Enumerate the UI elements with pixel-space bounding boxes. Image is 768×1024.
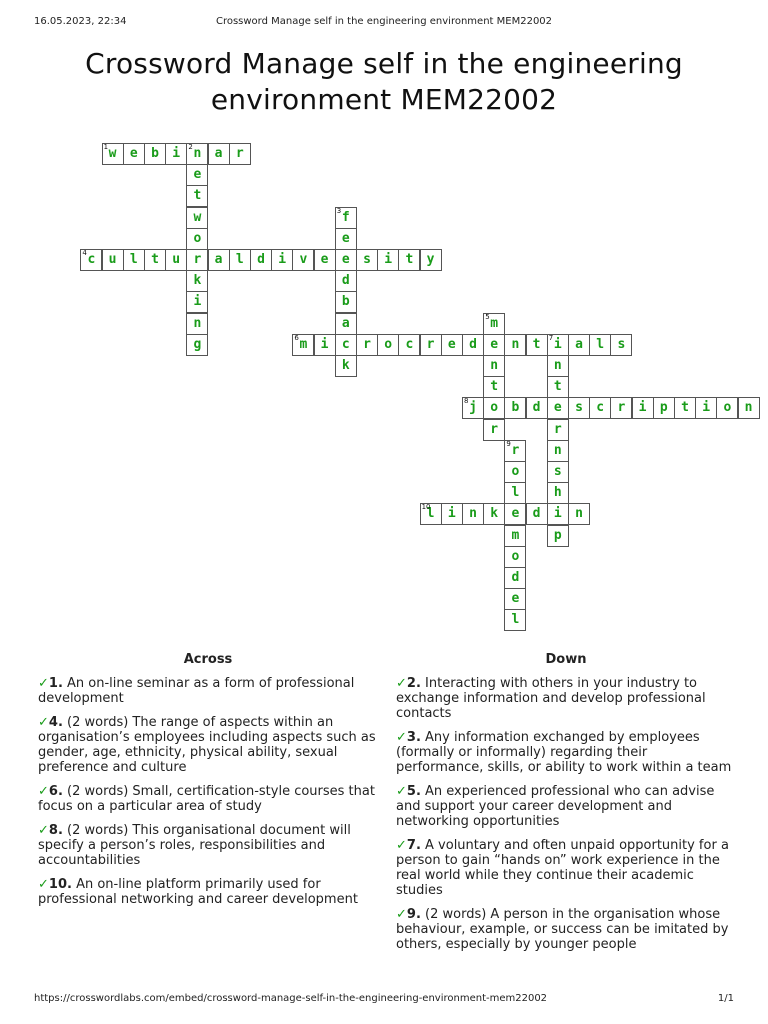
cell-letter: r: [426, 336, 435, 352]
grid-cell[interactable]: [186, 334, 208, 356]
cell-letter: d: [341, 273, 350, 289]
checkmark-icon: ✓: [38, 823, 49, 838]
print-url: https://crosswordlabs.com/embed/crossword-manage-self-in-the-engineering-environment-mem22002: [34, 993, 548, 1004]
grid-cell[interactable]: [186, 164, 208, 186]
cell-letter: r: [363, 336, 371, 352]
cell-letter: a: [214, 252, 223, 267]
across-heading: Across: [183, 652, 233, 667]
grid-cell[interactable]: [547, 376, 569, 398]
cell-letter: i: [702, 400, 711, 416]
clue-number: 9.: [406, 907, 421, 922]
cell-letter: t: [532, 336, 541, 352]
cell-letter: l: [511, 485, 520, 501]
grid-cell[interactable]: [547, 334, 569, 356]
grid-cell[interactable]: [483, 397, 505, 419]
grid-cell[interactable]: [632, 397, 654, 419]
cell-letter: r: [235, 146, 244, 161]
clue-number: 6: [294, 333, 299, 342]
grid-cell[interactable]: [229, 143, 251, 165]
clue-text: Interacting with others in your industry to exchange information and develop professional contacts: [396, 676, 706, 721]
grid-cell[interactable]: [335, 249, 357, 271]
cell-letter: u: [172, 252, 181, 267]
grid-cell[interactable]: [356, 334, 378, 356]
cell-letter: s: [553, 464, 562, 479]
clue-number: 5.: [406, 784, 421, 799]
checkmark-icon: ✓: [396, 838, 407, 853]
clue-text: An on-line platform primarily used for professional networking and career development: [38, 877, 358, 907]
grid-cell[interactable]: [314, 249, 336, 271]
cell-letter: b: [151, 146, 159, 161]
cell-letter: k: [490, 506, 499, 522]
grid-cell[interactable]: [504, 482, 526, 504]
clue-text: A voluntary and often unpaid opportunity for a person to gain “hands on” work experience in the real world while they continue their academic studies: [396, 838, 729, 898]
print-title: Crossword Manage self in the engineering environment MEM22002: [215, 16, 553, 27]
cell-letter: n: [553, 358, 562, 373]
grid-cell[interactable]: [589, 334, 611, 356]
clue-text: Any information exchanged by employees (formally or informally) regarding their performance, skills, or ability to work within a team: [396, 730, 732, 775]
cell-letter: i: [384, 252, 393, 267]
cell-letter: b: [511, 400, 520, 416]
grid-cell[interactable]: [504, 546, 526, 568]
clue-item: [38, 784, 378, 814]
grid-cell[interactable]: [610, 334, 632, 356]
cell-letter: h: [553, 485, 562, 501]
clue-number: 4.: [48, 715, 63, 730]
cell-letter: d: [532, 400, 541, 416]
grid-cell[interactable]: [186, 291, 208, 313]
down-clues: [396, 652, 736, 961]
grid-cell[interactable]: [186, 228, 208, 250]
clue-item: [38, 823, 378, 868]
grid-cell[interactable]: [420, 503, 442, 525]
print-datetime: 16.05.2023, 22:34: [34, 16, 127, 27]
clue-number: 6.: [48, 784, 63, 799]
clue-text: An experienced professional who can advise and support your career development and networking opportunities: [396, 784, 715, 829]
cell-letter: r: [193, 252, 202, 267]
grid-cell[interactable]: [547, 397, 569, 419]
grid-cell[interactable]: [335, 313, 357, 335]
cell-letter: m: [490, 315, 499, 331]
grid-cell[interactable]: [123, 143, 145, 165]
grid-cell[interactable]: [674, 397, 696, 419]
cell-letter: g: [193, 336, 202, 352]
grid-cell[interactable]: [526, 334, 548, 356]
grid-cell[interactable]: [504, 397, 526, 419]
grid-cell[interactable]: [695, 397, 717, 419]
grid-cell[interactable]: [377, 334, 399, 356]
cell-letter: s: [617, 336, 626, 352]
clue-number: 8.: [48, 823, 63, 838]
cell-letter: o: [384, 336, 393, 352]
checkmark-icon: ✓: [396, 907, 407, 922]
grid-cell[interactable]: [568, 397, 590, 419]
clue-number: 9: [506, 439, 511, 448]
cell-letter: n: [193, 146, 202, 161]
clue-item: [38, 676, 378, 706]
grid-cell[interactable]: [483, 355, 505, 377]
cell-letter: r: [511, 442, 520, 458]
cell-letter: e: [320, 252, 329, 267]
grid-cell[interactable]: [208, 143, 230, 165]
cell-letter: u: [108, 252, 117, 267]
clue-number: 2.: [406, 676, 421, 691]
cell-letter: o: [490, 400, 499, 416]
grid-cell[interactable]: [504, 567, 526, 589]
grid-cell[interactable]: [292, 334, 314, 356]
grid-cell[interactable]: [483, 313, 505, 335]
grid-cell[interactable]: [462, 334, 484, 356]
grid-cell[interactable]: [335, 355, 357, 377]
grid-cell[interactable]: [526, 397, 548, 419]
grid-cell[interactable]: [186, 313, 208, 335]
cell-letter: w: [108, 146, 117, 161]
cell-letter: e: [553, 400, 562, 416]
print-footer: [34, 993, 734, 1004]
clue-number: 10.: [48, 877, 72, 892]
cell-letter: n: [193, 315, 202, 331]
grid-cell[interactable]: [186, 143, 208, 165]
cell-letter: l: [235, 252, 244, 267]
cell-letter: a: [575, 336, 583, 352]
cell-letter: n: [553, 442, 562, 458]
across-clues: [38, 652, 378, 916]
cell-letter: k: [341, 358, 350, 373]
cell-letter: e: [511, 591, 520, 607]
grid-cell[interactable]: [547, 355, 569, 377]
grid-cell[interactable]: [716, 397, 738, 419]
grid-cell[interactable]: [356, 249, 378, 271]
grid-cell[interactable]: [504, 461, 526, 483]
grid-cell[interactable]: [547, 525, 569, 547]
cell-letter: t: [490, 379, 499, 395]
cell-letter: o: [723, 400, 732, 416]
cell-letter: c: [405, 336, 414, 352]
checkmark-icon: ✓: [396, 784, 407, 799]
grid-cell[interactable]: [335, 207, 357, 229]
grid-cell[interactable]: [462, 503, 484, 525]
grid-cell[interactable]: [102, 249, 124, 271]
cell-letter: l: [426, 506, 435, 522]
grid-cell[interactable]: [102, 143, 124, 165]
grid-cell[interactable]: [526, 503, 548, 525]
cell-letter: i: [193, 294, 202, 310]
clue-text: (2 words) Small, certification-style courses that focus on a particular area of study: [38, 784, 375, 814]
clue-number: 1.: [48, 676, 63, 691]
grid-cell[interactable]: [504, 440, 526, 462]
cell-letter: b: [341, 294, 350, 310]
grid-cell[interactable]: [483, 503, 505, 525]
checkmark-icon: ✓: [396, 730, 407, 745]
cell-letter: e: [490, 336, 499, 352]
clue-number: 1: [103, 143, 109, 151]
page-title: Crossword Manage self in the engineering environment MEM22002: [85, 47, 683, 116]
grid-cell[interactable]: [165, 249, 187, 271]
cell-letter: w: [193, 209, 202, 225]
cell-letter: i: [553, 506, 562, 522]
grid-cell[interactable]: [547, 419, 569, 441]
grid-cell[interactable]: [208, 249, 230, 271]
cell-letter: e: [341, 230, 350, 246]
cell-letter: s: [575, 400, 583, 416]
clue-number: 10: [421, 503, 431, 512]
cell-letter: n: [575, 506, 583, 522]
cell-letter: r: [490, 421, 499, 437]
grid-cell[interactable]: [229, 249, 251, 271]
cell-letter: e: [511, 506, 520, 522]
cell-letter: t: [681, 400, 689, 416]
grid-cell[interactable]: [653, 397, 675, 419]
cell-letter: t: [193, 188, 202, 204]
grid-cell[interactable]: [547, 461, 569, 483]
clue-number: 4: [82, 249, 87, 257]
clue-item: [396, 784, 736, 829]
clue-item: [396, 838, 736, 898]
cell-letter: n: [511, 336, 520, 352]
grid-cell[interactable]: [504, 588, 526, 610]
grid-cell[interactable]: [335, 291, 357, 313]
cell-letter: o: [511, 548, 520, 564]
grid-cell[interactable]: [186, 207, 208, 229]
cell-letter: i: [447, 506, 456, 522]
cell-letter: t: [405, 252, 414, 267]
clue-number: 2: [188, 143, 193, 151]
clue-text: An on-line seminar as a form of professional development: [38, 676, 355, 706]
grid-cell[interactable]: [398, 249, 420, 271]
grid-cell[interactable]: [186, 185, 208, 207]
grid-cell[interactable]: [504, 503, 526, 525]
cell-letter: t: [553, 379, 562, 395]
cell-letter: y: [426, 252, 435, 267]
grid-cell[interactable]: [335, 270, 357, 292]
print-page-number: 1/1: [717, 993, 734, 1004]
clue-number: 5: [485, 312, 490, 321]
cell-letter: s: [363, 252, 371, 267]
grid-cell[interactable]: [144, 143, 166, 165]
grid-cell[interactable]: [547, 440, 569, 462]
grid-cell[interactable]: [80, 249, 102, 271]
cell-letter: e: [341, 252, 350, 267]
cell-letter: o: [511, 464, 520, 479]
cell-letter: l: [511, 612, 520, 628]
grid-cell[interactable]: [483, 376, 505, 398]
cell-letter: c: [341, 336, 350, 352]
grid-cell[interactable]: [504, 334, 526, 356]
grid-cell[interactable]: [292, 249, 314, 271]
grid-cell[interactable]: [420, 249, 442, 271]
grid-cell[interactable]: [144, 249, 166, 271]
grid-cell[interactable]: [483, 334, 505, 356]
grid-cell[interactable]: [420, 334, 442, 356]
grid-cell[interactable]: [441, 334, 463, 356]
clue-number: 3.: [406, 730, 421, 745]
grid-cell[interactable]: [738, 397, 760, 419]
clue-number: 7.: [406, 838, 421, 853]
cell-letter: e: [447, 336, 456, 352]
cell-letter: e: [193, 167, 202, 183]
clue-text: (2 words) This organisational document will specify a person’s roles, responsibilities and accountabilities: [38, 823, 351, 868]
cell-letter: a: [214, 146, 223, 161]
clue-text: (2 words) The range of aspects within an organisation’s employees including aspects such as gender, age, ethnicity, physical ability, sexual preference and culture: [38, 715, 376, 775]
cell-letter: j: [469, 400, 477, 416]
grid-cell[interactable]: [610, 397, 632, 419]
checkmark-icon: ✓: [38, 715, 49, 730]
cell-letter: i: [553, 336, 562, 352]
down-heading: Down: [545, 652, 587, 667]
cell-letter: l: [596, 336, 605, 352]
cell-letter: i: [172, 146, 181, 161]
cell-letter: m: [511, 527, 520, 543]
checkmark-icon: ✓: [396, 676, 407, 691]
cell-letter: m: [299, 336, 308, 352]
grid-cell[interactable]: [377, 249, 399, 271]
clue-item: [396, 907, 736, 952]
cell-letter: d: [257, 252, 265, 267]
clue-number: 8: [464, 397, 469, 406]
checkmark-icon: ✓: [38, 784, 49, 799]
cell-letter: d: [511, 570, 520, 585]
grid-cell[interactable]: [441, 503, 463, 525]
clue-item: [396, 676, 736, 721]
grid-cell[interactable]: [165, 143, 187, 165]
cell-letter: a: [341, 315, 350, 331]
grid-cell[interactable]: [547, 482, 569, 504]
grid-cell[interactable]: [589, 397, 611, 419]
cell-letter: r: [553, 421, 562, 437]
cell-letter: p: [659, 400, 668, 416]
grid-cell[interactable]: [483, 419, 505, 441]
clue-text: (2 words) A person in the organisation whose behaviour, example, or success can be imitated by others, especially by younger people: [396, 907, 729, 952]
cell-letter: c: [87, 252, 96, 267]
clue-number: 7: [548, 333, 554, 342]
cell-letter: k: [193, 273, 202, 289]
cell-letter: e: [129, 146, 138, 161]
grid-cell[interactable]: [335, 228, 357, 250]
cell-letter: c: [596, 400, 605, 416]
cell-letter: n: [490, 358, 499, 373]
cell-letter: r: [617, 400, 626, 416]
cell-letter: t: [151, 252, 159, 267]
grid-cell[interactable]: [462, 397, 484, 419]
clue-item: [38, 877, 378, 907]
cell-letter: i: [638, 400, 647, 416]
grid-cell[interactable]: [547, 503, 569, 525]
checkmark-icon: ✓: [38, 676, 49, 691]
cell-letter: d: [469, 336, 477, 352]
cell-letter: v: [299, 252, 308, 267]
cell-letter: i: [320, 336, 329, 352]
grid-cell[interactable]: [568, 503, 590, 525]
cell-letter: n: [469, 506, 477, 522]
grid-cell[interactable]: [186, 249, 208, 271]
cell-letter: n: [744, 400, 753, 416]
clue-number: 3: [336, 206, 342, 215]
grid-cell[interactable]: [398, 334, 420, 356]
grid-cell[interactable]: [335, 334, 357, 356]
grid-cell[interactable]: [568, 334, 590, 356]
cell-letter: l: [129, 252, 138, 267]
clue-item: [396, 730, 736, 775]
grid-cell[interactable]: [123, 249, 145, 271]
grid-cell[interactable]: [250, 249, 272, 271]
grid-cell[interactable]: [314, 334, 336, 356]
checkmark-icon: ✓: [38, 877, 49, 892]
cell-letter: p: [553, 527, 562, 543]
grid-cell[interactable]: [186, 270, 208, 292]
grid-cell[interactable]: [271, 249, 293, 271]
cell-letter: o: [193, 230, 202, 246]
cell-letter: d: [532, 506, 541, 522]
grid-cell[interactable]: [504, 525, 526, 547]
cell-letter: f: [341, 209, 350, 225]
cell-letter: i: [278, 252, 287, 267]
grid-cell[interactable]: [504, 609, 526, 631]
clue-item: [38, 715, 378, 775]
